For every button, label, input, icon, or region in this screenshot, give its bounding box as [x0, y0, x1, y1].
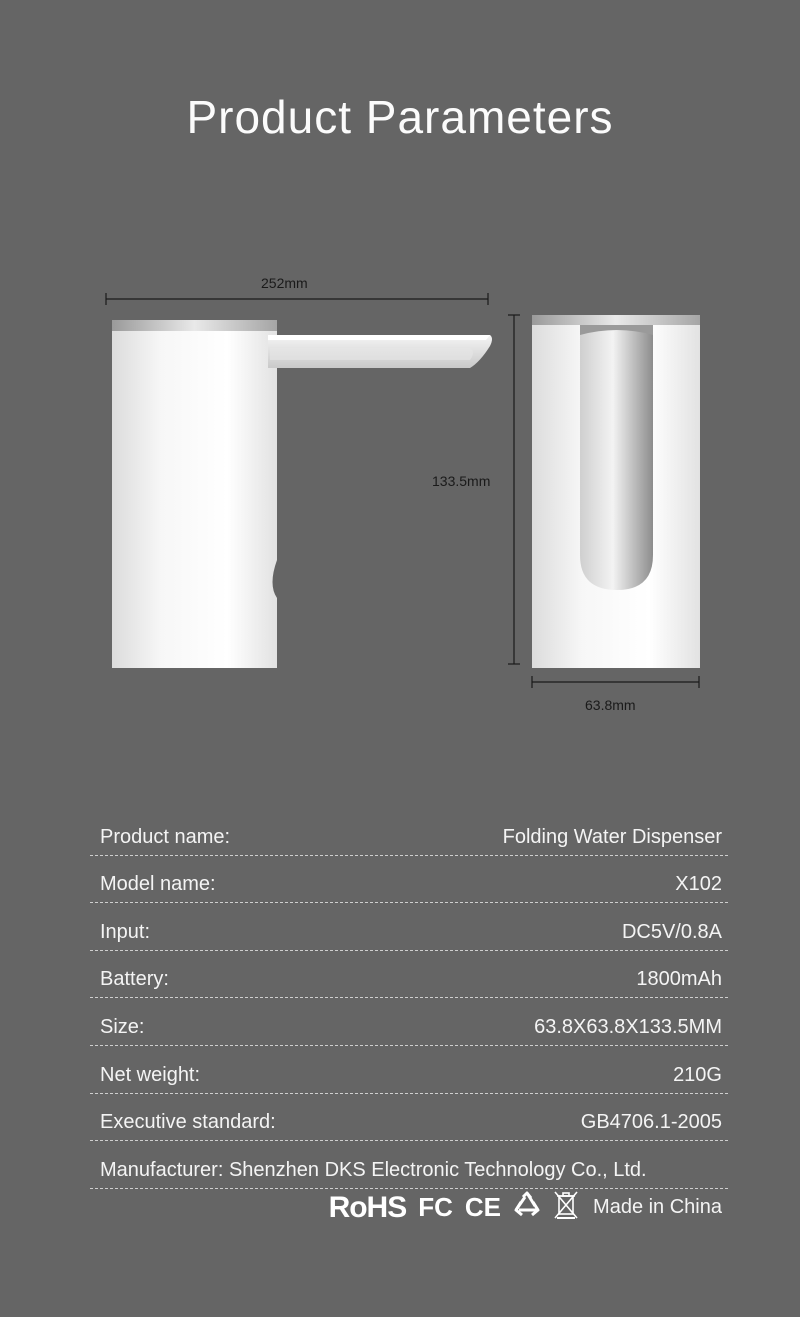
spec-label: Product name:: [100, 825, 231, 848]
front-view: [532, 315, 700, 668]
height-dimension-line: [508, 315, 520, 664]
made-in-label: Made in China: [593, 1196, 722, 1218]
spec-row-manufacturer: [90, 1141, 728, 1189]
spec-label: Size:: [100, 1015, 145, 1038]
spec-value: 1800mAh: [636, 968, 722, 991]
spec-row-net-weight: [90, 1046, 728, 1094]
spec-value: X102: [675, 873, 722, 896]
spec-value: 63.8X63.8X133.5MM: [534, 1015, 722, 1038]
depth-dimension-label: 63.8mm: [585, 697, 636, 713]
rohs-mark: RoHS: [328, 1190, 407, 1224]
spec-value: 210G: [673, 1063, 722, 1086]
page-title: Product Parameters: [186, 91, 614, 143]
certification-marks: [329, 1190, 722, 1225]
spec-row-input: [90, 903, 728, 951]
spec-table: [90, 808, 728, 1189]
spec-row-battery: [90, 951, 728, 999]
recycle-icon: [513, 1191, 541, 1224]
spec-value: GB4706.1-2005: [580, 1111, 722, 1134]
spec-label: Battery:: [100, 968, 169, 991]
spec-label: Executive standard:: [100, 1111, 276, 1134]
spec-row-size: [90, 998, 728, 1046]
height-dimension-label: 133.5mm: [432, 473, 491, 489]
width-dimension-line: [106, 293, 488, 305]
spec-row-model-name: [90, 856, 728, 904]
spec-label: Net weight:: [100, 1063, 201, 1086]
spec-value: DC5V/0.8A: [621, 920, 722, 943]
side-view: [112, 320, 492, 668]
depth-dimension-line: [532, 676, 699, 688]
spec-label: Input:: [100, 920, 151, 943]
width-dimension-label: 252mm: [261, 275, 308, 291]
weee-bin-icon: [553, 1190, 579, 1225]
spec-label: Model name:: [100, 873, 216, 896]
spec-row-executive-standard: [90, 1094, 728, 1142]
fc-mark: FC: [418, 1192, 453, 1222]
spec-row-product-name: [90, 808, 728, 856]
ce-mark: CE: [464, 1192, 502, 1222]
manufacturer-text: Manufacturer: Shenzhen DKS Electronic Technology Co., Ltd.: [100, 1158, 647, 1181]
spec-value: Folding Water Dispenser: [502, 825, 722, 848]
